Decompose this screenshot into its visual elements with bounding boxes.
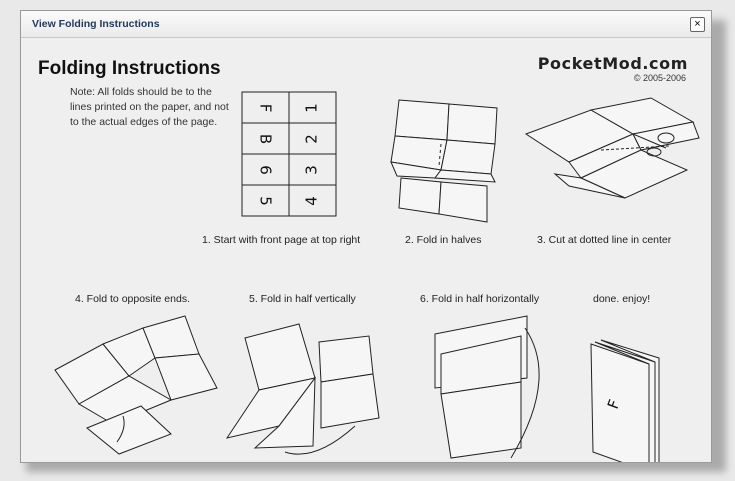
step6-diagram [435,316,539,458]
grid-label-4: 4 [302,196,321,206]
brand-logo: PocketMod.com [537,54,688,73]
instructions-dialog [20,10,712,463]
copyright-text: © 2005-2006 [633,73,686,83]
grid-label-2: 2 [302,134,321,144]
grid-label-6: 6 [256,165,275,175]
step3-diagram [526,98,699,198]
grid-label-b: B [256,133,275,145]
grid-label-f: F [256,103,275,113]
step-2-caption: 2. Fold in halves [405,234,482,246]
step1-grid-diagram [242,92,336,216]
step-6-caption: 6. Fold in half horizontally [420,293,540,305]
step-3-caption: 3. Cut at dotted line in center [537,234,672,246]
step4-diagram [55,316,217,454]
folding-diagrams [21,38,711,462]
step2-diagram [391,100,497,222]
booklet-f-label: F [603,397,624,412]
step-5-caption: 5. Fold in half vertically [249,293,356,305]
folding-note: Note: All folds should be to the lines printed on the paper, and not to the actual edges of the page. [70,86,229,128]
done-booklet-diagram [591,340,659,462]
grid-label-3: 3 [302,165,321,175]
page-title: Folding Instructions [38,58,221,79]
dialog-titlebar [21,11,711,38]
done-caption: done. enjoy! [593,293,651,305]
step-4-caption: 4. Fold to opposite ends. [75,293,190,305]
grid-label-1: 1 [302,103,321,113]
close-button[interactable]: × [690,17,705,32]
step-1-caption: 1. Start with front page at top right [202,234,361,246]
instructions-content [21,38,711,462]
dialog-title: View Folding Instructions [32,18,160,30]
grid-label-5: 5 [256,196,275,206]
step5-diagram [227,324,379,454]
